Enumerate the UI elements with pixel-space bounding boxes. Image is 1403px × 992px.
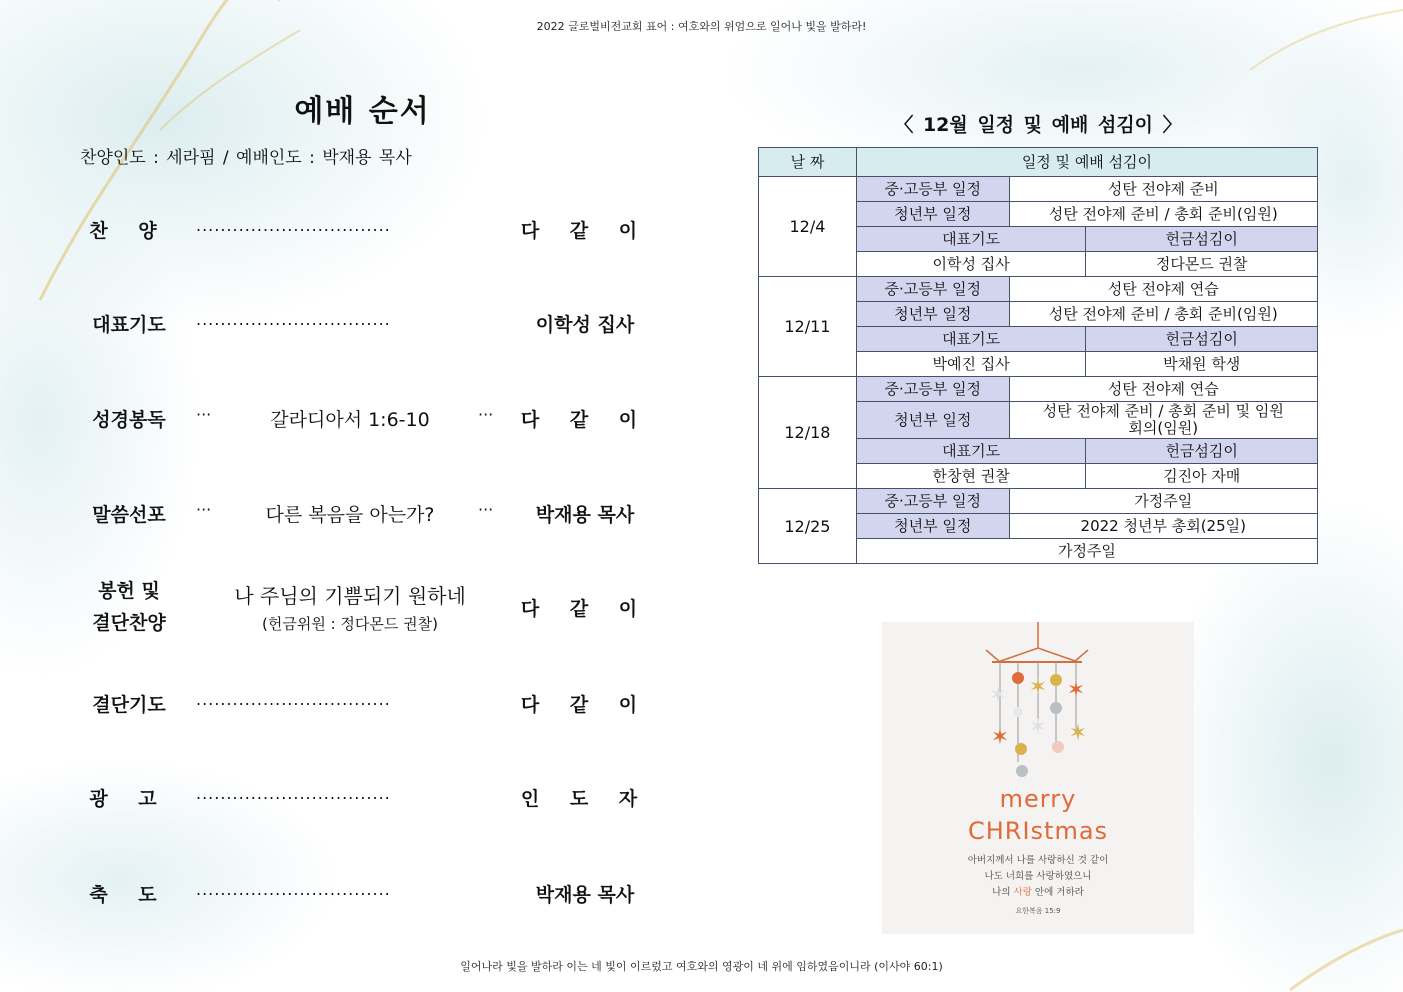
- table-row: [759, 489, 1318, 514]
- order-label: 결단기도: [92, 694, 166, 716]
- card-verse-line1: 아버지께서 나를 사랑하신 것 같이: [967, 855, 1109, 866]
- card-verse-reference: 요한복음 15:9: [1015, 907, 1061, 915]
- order-row-praise: [80, 208, 650, 248]
- youth-schedule: 성탄 전야제 준비: [1009, 177, 1317, 202]
- card-merry: merry: [999, 785, 1077, 813]
- prayer-person: 한창현 권찰: [856, 464, 1086, 489]
- order-label: 광 고: [89, 788, 169, 810]
- order-label: 축 도: [89, 884, 169, 906]
- schedule-table: [758, 147, 1318, 564]
- prayer-label: 대표기도: [856, 439, 1086, 464]
- scripture-passage: 갈라디아서 1:6-10: [270, 409, 430, 431]
- order-row-sermon: [80, 492, 650, 532]
- offering-person: 박채원 학생: [1086, 352, 1318, 377]
- youth-label: 중·고등부 일정: [856, 277, 1009, 302]
- youth-schedule: 가정주일: [1009, 489, 1317, 514]
- order-performer: 다 같 이: [520, 598, 650, 620]
- svg-text:✶: ✶: [1028, 715, 1048, 740]
- schedule-title: 〈 12월 일정 및 예배 섬김이 〉: [894, 114, 1182, 136]
- card-verse-line3: 나의 사랑 안에 거하라: [992, 887, 1084, 898]
- card-verse-line2: 나도 너희를 사랑하였으니: [984, 871, 1092, 882]
- youth-label: 중·고등부 일정: [856, 377, 1009, 402]
- offering-song-title: 나 주님의 기쁨되기 원하네: [234, 584, 466, 608]
- ellipsis: ···: [196, 500, 212, 519]
- offering-label: 헌금섬김이: [1086, 327, 1318, 352]
- svg-text:✶: ✶: [1066, 678, 1086, 703]
- order-row-announcements: [80, 776, 650, 816]
- week-date: 12/4: [759, 177, 857, 277]
- footer-verse: 일어나라 빛을 발하라 이는 네 빛이 이르렀고 여호와의 영광이 네 위에 임하였음이니라 (이사야 60:1): [460, 960, 943, 973]
- svg-text:✶: ✶: [990, 725, 1010, 750]
- church-motto: 2022 글로벌비전교회 표어 : 여호와의 위엄으로 일어나 빛을 발하라!: [536, 20, 867, 33]
- order-performer: 이학성 집사: [535, 314, 635, 336]
- worship-order-title: 예배 순서: [294, 94, 431, 129]
- table-header-row: [759, 148, 1318, 177]
- order-performer: 박재용 목사: [535, 504, 635, 526]
- offering-label-line1: 봉헌 및: [98, 580, 160, 602]
- christmas-card-image: [882, 622, 1194, 934]
- youth-schedule: 성탄 전야제 연습: [1009, 377, 1317, 402]
- table-row: [759, 277, 1318, 302]
- order-performer: 다 같 이: [520, 409, 650, 431]
- young-adult-schedule: 성탄 전야제 준비 / 총회 준비 및 임원회의(임원): [1009, 402, 1317, 439]
- ellipsis: ···: [478, 405, 494, 424]
- header-main: 일정 및 예배 섬김이: [856, 148, 1317, 177]
- young-adult-schedule: 성탄 전야제 준비 / 총회 준비(임원): [1009, 302, 1317, 327]
- young-adult-label: 청년부 일정: [856, 514, 1009, 539]
- order-performer: 다 같 이: [520, 694, 650, 716]
- offering-label: 헌금섬김이: [1086, 439, 1318, 464]
- leader-dots: ................................: [196, 784, 391, 803]
- week-date: 12/11: [759, 277, 857, 377]
- order-row-decision-prayer: [80, 682, 650, 722]
- order-performer: 인 도 자: [520, 788, 650, 810]
- order-label: 찬 양: [89, 220, 169, 242]
- order-row-benediction: [80, 872, 650, 912]
- order-row-prayer: [80, 302, 650, 342]
- table-row: [759, 177, 1318, 202]
- offering-label: 헌금섬김이: [1086, 227, 1318, 252]
- order-label: 대표기도: [92, 314, 166, 336]
- young-adult-label: 청년부 일정: [856, 402, 1009, 439]
- youth-label: 중·고등부 일정: [856, 177, 1009, 202]
- order-label: 성경봉독: [92, 409, 166, 431]
- svg-text:✶: ✶: [988, 683, 1008, 708]
- youth-label: 중·고등부 일정: [856, 489, 1009, 514]
- young-adult-label: 청년부 일정: [856, 202, 1009, 227]
- prayer-person: 이학성 집사: [856, 252, 1086, 277]
- offering-label-line2: 결단찬양: [92, 612, 166, 634]
- svg-text:✶: ✶: [1028, 675, 1048, 700]
- card-verse: [882, 853, 1194, 901]
- leader-dots: ................................: [196, 310, 391, 329]
- ellipsis: ···: [196, 405, 212, 424]
- week-date: 12/18: [759, 377, 857, 489]
- order-label-offering: [80, 575, 178, 639]
- card-christmas: CHRIstmas: [967, 817, 1109, 845]
- header-date: 날 짜: [759, 148, 857, 177]
- leader-dots: ................................: [196, 216, 391, 235]
- order-performer: 박재용 목사: [535, 884, 635, 906]
- week-date: 12/25: [759, 489, 857, 564]
- young-adult-label: 청년부 일정: [856, 302, 1009, 327]
- svg-text:✶: ✶: [1068, 721, 1088, 746]
- offering-committee: (헌금위원 : 정다몬드 권찰): [262, 615, 438, 633]
- table-row: [759, 377, 1318, 402]
- offering-person: 정다몬드 권찰: [1086, 252, 1318, 277]
- order-label: 말씀선포: [92, 504, 166, 526]
- young-adult-schedule: 성탄 전야제 준비 / 총회 준비(임원): [1009, 202, 1317, 227]
- week-note: 가정주일: [856, 539, 1317, 564]
- ellipsis: ···: [478, 500, 494, 519]
- order-performer: 다 같 이: [520, 220, 650, 242]
- leader-dots: ................................: [196, 690, 391, 709]
- sermon-title: 다른 복음을 아는가?: [265, 504, 435, 526]
- offering-song: [215, 580, 485, 634]
- prayer-person: 박예진 집사: [856, 352, 1086, 377]
- youth-schedule: 성탄 전야제 연습: [1009, 277, 1317, 302]
- offering-person: 김진아 자매: [1086, 464, 1318, 489]
- worship-leaders: 찬양인도 : 세라핌 / 예배인도 : 박재용 목사: [80, 148, 412, 168]
- order-row-scripture: [80, 397, 650, 437]
- prayer-label: 대표기도: [856, 227, 1086, 252]
- young-adult-schedule: 2022 청년부 총회(25일): [1009, 514, 1317, 539]
- leader-dots: ................................: [196, 880, 391, 899]
- prayer-label: 대표기도: [856, 327, 1086, 352]
